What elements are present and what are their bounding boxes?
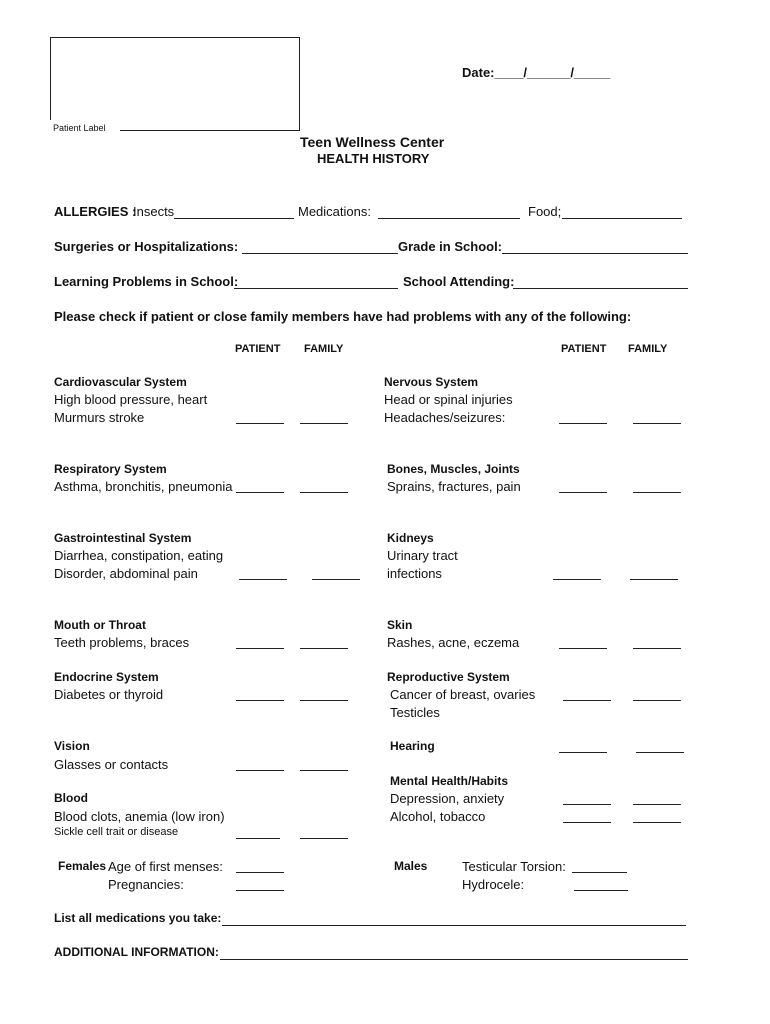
torsion-blank[interactable]	[572, 872, 627, 873]
skin-title: Skin	[387, 618, 413, 632]
nervous-family-blank[interactable]	[633, 423, 681, 424]
blood-line2: Sickle cell trait or disease	[54, 826, 179, 838]
kidneys-patient-blank[interactable]	[553, 579, 601, 580]
endo-line1: Diabetes or thyroid	[54, 687, 164, 702]
food-input[interactable]	[562, 218, 682, 219]
medications-label: Medications:	[298, 204, 371, 219]
medications-list-input[interactable]	[222, 925, 686, 926]
insects-label: Insects	[133, 204, 175, 219]
hearing-patient-blank[interactable]	[559, 752, 607, 753]
repro-line1: Cancer of breast, ovaries	[390, 687, 536, 702]
date-field[interactable]: Date:____/______/_____	[462, 65, 611, 80]
blood-title: Blood	[54, 791, 88, 805]
kidneys-line1: Urinary tract	[387, 548, 458, 563]
resp-patient-blank[interactable]	[236, 492, 284, 493]
pregnancies-blank[interactable]	[236, 890, 284, 891]
males-label: Males	[394, 859, 428, 873]
nervous-patient-blank[interactable]	[559, 423, 607, 424]
allergies-label: ALLERGIES :	[54, 204, 137, 219]
gi-line2: Disorder, abdominal pain	[54, 566, 198, 581]
patient-label-box	[50, 37, 300, 130]
menses-blank[interactable]	[236, 872, 284, 873]
mental-line1: Depression, anxiety	[390, 791, 505, 806]
page-title: Teen Wellness Center	[300, 134, 445, 150]
gi-title: Gastrointestinal System	[54, 531, 192, 545]
mouth-line1: Teeth problems, braces	[54, 635, 190, 650]
gi-line1: Diarrhea, constipation, eating	[54, 548, 224, 563]
patient-column-header-right: PATIENT	[561, 343, 607, 355]
family-column-header-right: FAMILY	[628, 343, 668, 355]
resp-family-blank[interactable]	[300, 492, 348, 493]
grade-label: Grade in School:	[398, 239, 503, 254]
hearing-title: Hearing	[390, 739, 435, 753]
repro-family-blank[interactable]	[633, 700, 681, 701]
patient-label-line	[120, 130, 300, 131]
mental-depression-family-blank[interactable]	[633, 804, 681, 805]
mouth-family-blank[interactable]	[300, 648, 348, 649]
cardio-line1: High blood pressure, heart	[54, 392, 208, 407]
vision-line1: Glasses or contacts	[54, 757, 169, 772]
surgeries-label: Surgeries or Hospitalizations:	[54, 239, 239, 254]
kidneys-family-blank[interactable]	[630, 579, 678, 580]
nervous-line1: Head or spinal injuries	[384, 392, 513, 407]
learning-input[interactable]	[234, 288, 398, 289]
hydrocele-blank[interactable]	[574, 890, 628, 891]
insects-input[interactable]	[174, 218, 294, 219]
patient-label-caption: Patient Label	[53, 123, 106, 133]
menses-label: Age of first menses:	[108, 859, 223, 874]
school-input[interactable]	[513, 288, 688, 289]
mental-title: Mental Health/Habits	[390, 774, 509, 788]
mouth-title: Mouth or Throat	[54, 618, 146, 632]
endo-title: Endocrine System	[54, 670, 159, 684]
endo-patient-blank[interactable]	[236, 700, 284, 701]
mouth-patient-blank[interactable]	[236, 648, 284, 649]
skin-family-blank[interactable]	[633, 648, 681, 649]
school-label: School Attending:	[403, 274, 515, 289]
cardio-family-blank[interactable]	[300, 423, 348, 424]
skin-patient-blank[interactable]	[559, 648, 607, 649]
cardio-title: Cardiovascular System	[54, 375, 187, 389]
blood-family-blank[interactable]	[300, 838, 348, 839]
kidneys-line2: infections	[387, 566, 442, 581]
page-subtitle: HEALTH HISTORY	[317, 151, 430, 166]
food-label: Food;	[528, 204, 562, 219]
mental-alcohol-patient-blank[interactable]	[563, 822, 611, 823]
vision-patient-blank[interactable]	[236, 770, 284, 771]
resp-line1: Asthma, bronchitis, pneumonia	[54, 479, 233, 494]
repro-line2: Testicles	[390, 705, 440, 720]
torsion-label: Testicular Torsion:	[462, 859, 566, 874]
skin-line1: Rashes, acne, eczema	[387, 635, 520, 650]
blood-patient-blank[interactable]	[236, 838, 280, 839]
nervous-line2: Headaches/seizures:	[384, 410, 506, 425]
hearing-family-blank[interactable]	[636, 752, 684, 753]
additional-info-label: ADDITIONAL INFORMATION:	[54, 945, 219, 959]
additional-info-input[interactable]	[220, 959, 688, 960]
endo-family-blank[interactable]	[300, 700, 348, 701]
vision-title: Vision	[54, 739, 90, 753]
mental-alcohol-family-blank[interactable]	[633, 822, 681, 823]
family-column-header-left: FAMILY	[304, 343, 344, 355]
resp-title: Respiratory System	[54, 462, 167, 476]
nervous-title: Nervous System	[384, 375, 479, 389]
pregnancies-label: Pregnancies:	[108, 877, 184, 892]
mental-line2: Alcohol, tobacco	[390, 809, 486, 824]
repro-patient-blank[interactable]	[563, 700, 611, 701]
blood-line1: Blood clots, anemia (low iron)	[54, 809, 225, 824]
grade-input[interactable]	[502, 253, 688, 254]
instructions-text: Please check if patient or close family members have had problems with any of the following:	[54, 309, 632, 324]
cardio-line2: Murmurs stroke	[54, 410, 145, 425]
hydrocele-label: Hydrocele:	[462, 877, 525, 892]
medications-list-label: List all medications you take:	[54, 911, 222, 925]
bones-title: Bones, Muscles, Joints	[387, 462, 520, 476]
repro-title: Reproductive System	[387, 670, 510, 684]
bones-patient-blank[interactable]	[559, 492, 607, 493]
surgeries-input[interactable]	[242, 253, 398, 254]
bones-family-blank[interactable]	[633, 492, 681, 493]
gi-patient-blank[interactable]	[239, 579, 287, 580]
patient-column-header-left: PATIENT	[235, 343, 281, 355]
females-label: Females	[58, 859, 107, 873]
medications-input[interactable]	[378, 218, 520, 219]
learning-label: Learning Problems in School:	[54, 274, 239, 289]
gi-family-blank[interactable]	[312, 579, 360, 580]
kidneys-title: Kidneys	[387, 531, 434, 545]
cardio-patient-blank[interactable]	[236, 423, 284, 424]
bones-line1: Sprains, fractures, pain	[387, 479, 521, 494]
mental-depression-patient-blank[interactable]	[563, 804, 611, 805]
vision-family-blank[interactable]	[300, 770, 348, 771]
